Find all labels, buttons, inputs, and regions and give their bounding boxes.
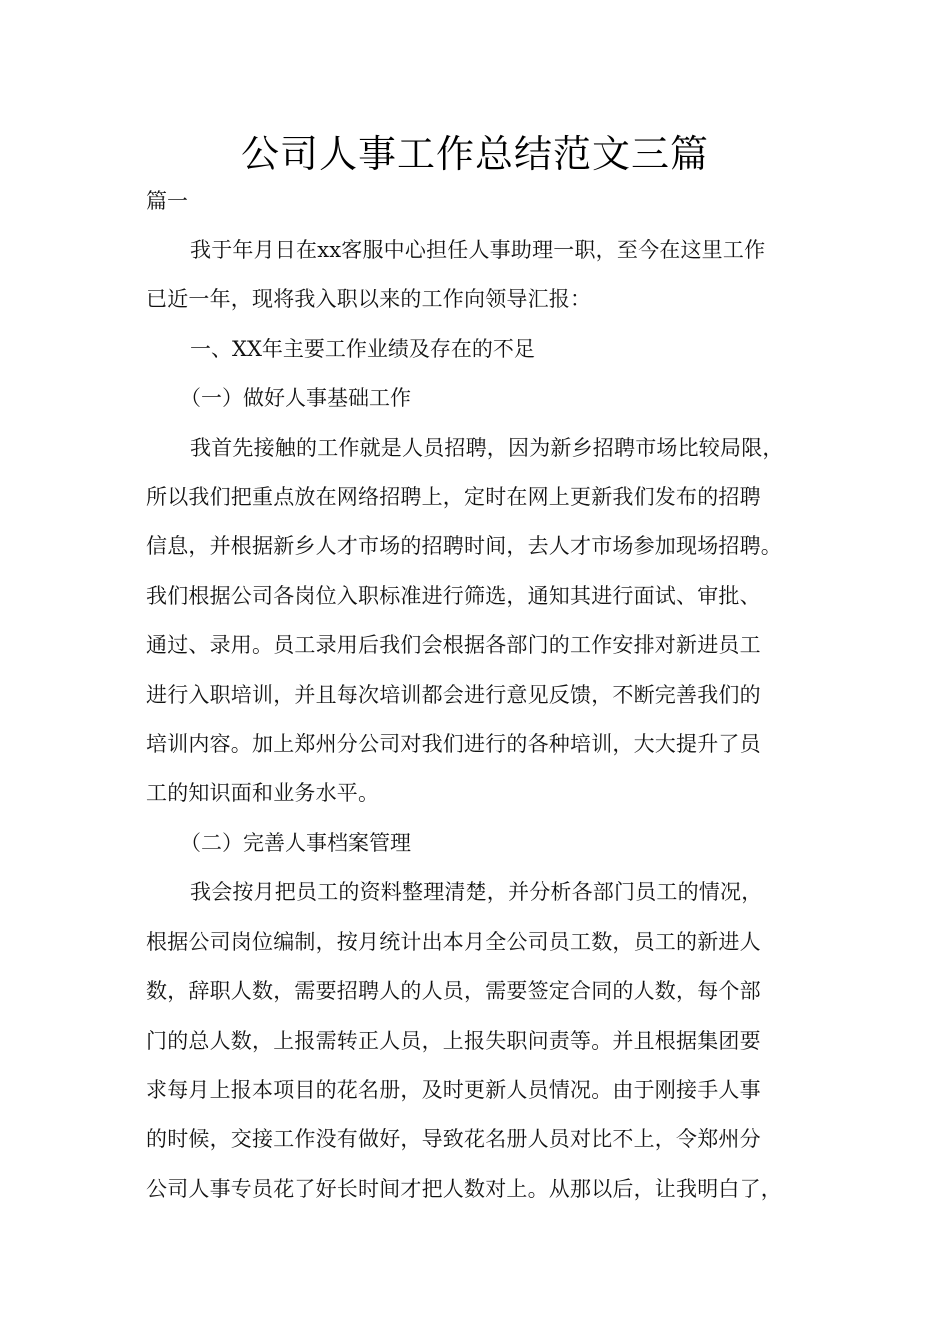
text-line: 的时候，交接工作没有做好，导致花名册人员对比不上，令郑州分 — [146, 1127, 761, 1152]
document-title: 公司人事工作总结范文三篇 — [240, 132, 709, 176]
text-line: 公司人事专员花了好长时间才把人数对上。从那以后，让我明白了， — [146, 1176, 782, 1201]
text-line: 培训内容。加上郑州分公司对我们进行的各种培训，大大提升了员 — [146, 732, 761, 757]
text-line: 信息，并根据新乡人才市场的招聘时间，去人才市场参加现场招聘。 — [146, 534, 782, 559]
text-line: 我们根据公司各岗位入职标准进行筛选，通知其进行面试、审批、 — [146, 583, 761, 608]
subheading-archive-management: （二）完善人事档案管理 — [180, 830, 411, 855]
text-line: 门的总人数，上报需转正人员，上报失职问责等。并且根据集团要 — [146, 1028, 761, 1053]
archive-paragraph — [146, 868, 826, 1214]
document-body — [146, 226, 826, 1214]
section-label: 篇一 — [146, 189, 188, 213]
text-line: 数，辞职人数，需要招聘人的人员，需要签定合同的人数，每个部 — [146, 979, 761, 1004]
subheading-hr-basics: （一）做好人事基础工作 — [180, 386, 411, 411]
text-line: 我首先接触的工作就是人员招聘，因为新乡招聘市场比较局限， — [190, 435, 784, 460]
heading-main-achievements: 一、XX年主要工作业绩及存在的不足 — [190, 336, 535, 361]
text-line: 进行入职培训，并且每次培训都会进行意见反馈，不断完善我们的 — [146, 682, 761, 707]
intro-paragraph — [146, 226, 826, 325]
text-line: 通过、录用。员工录用后我们会根据各部门的工作安排对新进员工 — [146, 633, 761, 658]
text-line: 已近一年，现将我入职以来的工作向领导汇报： — [146, 287, 592, 312]
text-line: 所以我们把重点放在网络招聘上，定时在网上更新我们发布的招聘 — [146, 485, 761, 510]
text-line: 我会按月把员工的资料整理清楚，并分析各部门员工的情况， — [190, 880, 763, 905]
recruitment-paragraph — [146, 424, 826, 819]
text-line: 根据公司岗位编制，按月统计出本月全公司员工数，员工的新进人 — [146, 929, 761, 954]
text-line: 工的知识面和业务水平。 — [146, 781, 380, 806]
text-line: 求每月上报本项目的花名册，及时更新人员情况。由于刚接手人事 — [146, 1077, 761, 1102]
text-line: 我于年月日在xx客服中心担任人事助理一职，至今在这里工作 — [190, 238, 766, 262]
